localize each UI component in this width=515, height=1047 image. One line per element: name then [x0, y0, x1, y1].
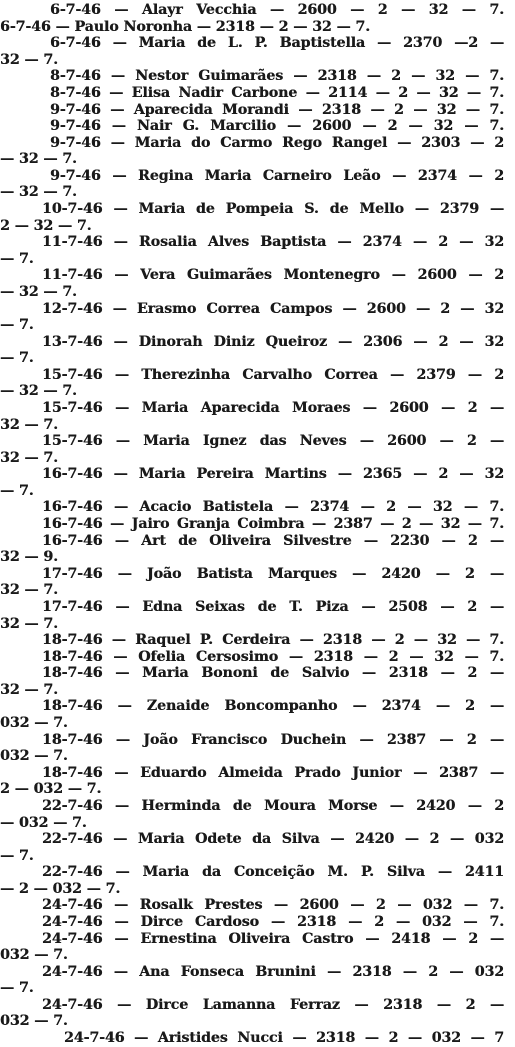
text-line: — 7. — [0, 980, 34, 997]
text-line: 13-7-46 — Dinorah Diniz Queiroz — 2306 — 2 — 32 — [42, 333, 504, 350]
text-line: 22-7-46 — Herminda de Moura Morse — 2420 — 2 — [42, 797, 504, 814]
text-line: 12-7-46 — Erasmo Correa Campos — 2600 — 2 — 32 — [42, 300, 504, 317]
text-line: — 7. — [0, 350, 34, 367]
text-line: 16-7-46 — Jairo Granja Coimbra — 2387 — 2 — 32 — 7. — [42, 516, 504, 532]
text-line: — 7. — [0, 250, 34, 267]
text-line: 32 — 7. — [0, 681, 58, 698]
text-line: 15-7-46 — Maria Ignez das Neves — 2600 — 2 — — [42, 433, 504, 450]
text-line: 8-7-46 — Nestor Guimarães — 2318 — 2 — 32 — 7. — [50, 68, 504, 85]
text-line: 18-7-46 — Raquel P. Cerdeira — 2318 — 2 — 32 — 7. — [42, 632, 504, 649]
text-line: 22-7-46 — Maria da Conceição M. P. Silva — 2411 — [42, 864, 504, 881]
text-line: 9-7-46 — Regina Maria Carneiro Leão — 2374 — 2 — [50, 167, 504, 184]
text-line: 24-7-46 — Dirce Cardoso — 2318 — 2 — 032 — 7. — [42, 913, 504, 930]
text-line: 24-7-46 — Dirce Lamanna Ferraz — 2318 — 2 — — [42, 996, 504, 1013]
text-line: 32 — 9. — [0, 549, 58, 566]
text-line: — 2 — 032 — 7. — [0, 880, 121, 897]
text-line: 18-7-46 — Ofelia Cersosimo — 2318 — 2 — 32 — 7. — [42, 648, 504, 665]
text-line: 11-7-46 — Rosalia Alves Baptista — 2374 — 2 — 32 — [42, 234, 504, 251]
text-line: 9-7-46 — Nair G. Marcilio — 2600 — 2 — 32 — 7. — [50, 118, 504, 135]
text-line: — 32 — 7. — [0, 283, 77, 300]
text-line: 32 — 7. — [0, 582, 58, 599]
text-line: 24-7-46 — Aristides Nucci — 2318 — 2 — 032 — 7 — [64, 1030, 504, 1046]
text-line: 032 — 7. — [0, 748, 68, 765]
text-line: 2 — 032 — 7. — [0, 781, 102, 798]
text-line: 18-7-46 — Eduardo Almeida Prado Junior — 2387 — — [42, 764, 504, 781]
text-line: 18-7-46 — João Francisco Duchein — 2387 — 2 — — [42, 731, 504, 748]
text-line: 16-7-46 — Maria Pereira Martins — 2365 — 2 — 32 — [42, 466, 504, 483]
text-line: 15-7-46 — Maria Aparecida Moraes — 2600 — 2 — — [42, 399, 504, 416]
text-line: — 032 — 7. — [0, 814, 87, 831]
text-line: 22-7-46 — Maria Odete da Silva — 2420 — 2 — 032 — [42, 831, 504, 847]
text-line: 32 — 7. — [0, 615, 58, 632]
text-line: 9-7-46 — Aparecida Morandi — 2318 — 2 — 32 — 7. — [50, 101, 504, 118]
text-line: 8-7-46 — Elisa Nadir Carbone — 2114 — 2 — 32 — 7. — [50, 84, 504, 101]
text-line: 9-7-46 — Maria do Carmo Rego Rangel — 2303 — 2 — [50, 134, 504, 151]
text-line: 6-7-46 — Alayr Vecchia — 2600 — 2 — 32 — 7. — [50, 2, 504, 18]
text-line: 32 — 7. — [0, 449, 58, 466]
text-line: 24-7-46 — Ernestina Oliveira Castro — 2418 — 2 — — [42, 930, 504, 947]
text-line: — 7. — [0, 847, 34, 864]
text-line: 24-7-46 — Rosalk Prestes — 2600 — 2 — 032 — 7. — [42, 897, 504, 914]
text-line: 11-7-46 — Vera Guimarães Montenegro — 2600 — 2 — [42, 267, 504, 284]
text-line: — 32 — 7. — [0, 383, 77, 400]
text-line: 2 — 32 — 7. — [0, 217, 92, 234]
text-line: — 32 — 7. — [0, 151, 77, 168]
text-line: 10-7-46 — Maria de Pompeia S. de Mello — 2379 — — [42, 201, 504, 217]
text-line: 16-7-46 — Art de Oliveira Silvestre — 2230 — 2 — — [42, 532, 504, 549]
text-line: 24-7-46 — Ana Fonseca Brunini — 2318 — 2 — 032 — [42, 963, 504, 980]
text-line: 6-7-46 — Maria de L. P. Baptistella — 2370 —2 — — [50, 35, 504, 52]
text-line: 032 — 7. — [0, 715, 68, 731]
text-line: 32 — 7. — [0, 416, 58, 433]
text-line: 032 — 7. — [0, 1013, 68, 1030]
text-line: 18-7-46 — Zenaide Boncompanho — 2374 — 2 — — [42, 698, 504, 715]
text-line: — 7. — [0, 482, 34, 499]
text-line: — 32 — 7. — [0, 184, 77, 201]
text-line: 15-7-46 — Therezinha Carvalho Correa — 2379 — 2 — [42, 366, 504, 383]
text-line: — 7. — [0, 317, 34, 333]
text-line: 17-7-46 — João Batista Marques — 2420 — 2 — — [42, 565, 504, 582]
text-line: 6-7-46 — Paulo Noronha — 2318 — 2 — 32 — 7. — [0, 18, 370, 35]
text-line: 16-7-46 — Acacio Batistela — 2374 — 2 — 32 — 7. — [42, 499, 504, 516]
text-line: 32 — 7. — [0, 51, 58, 68]
text-line: 17-7-46 — Edna Seixas de T. Piza — 2508 — 2 — — [42, 598, 504, 615]
text-line: 032 — 7. — [0, 947, 68, 964]
text-line: 18-7-46 — Maria Bononi de Salvio — 2318 — 2 — — [42, 665, 504, 682]
